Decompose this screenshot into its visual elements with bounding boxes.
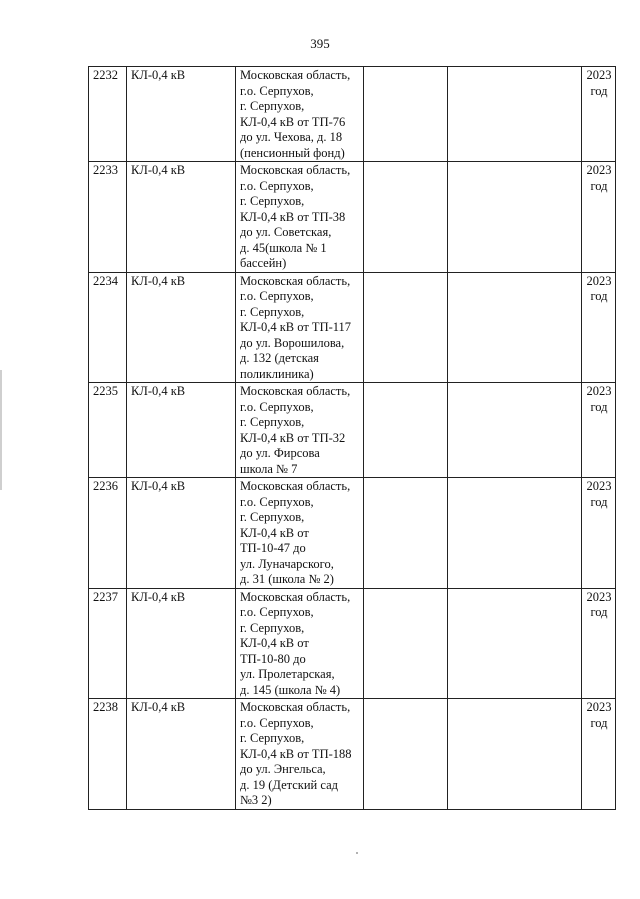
object-type-cell: КЛ-0,4 кВ xyxy=(127,588,236,699)
table-row xyxy=(89,162,616,273)
address-cell: Московская область, г.о. Серпухов, г. Серпухов, КЛ-0,4 кВ от ТП-188 до ул. Энгельса, д. 19 (Детский сад №3 2) xyxy=(236,699,364,810)
row-number-cell: 2234 xyxy=(89,272,127,383)
row-number-cell: 2238 xyxy=(89,699,127,810)
empty-cell xyxy=(364,67,448,162)
table-row xyxy=(89,699,616,810)
table-row xyxy=(89,67,616,162)
empty-cell xyxy=(364,478,448,589)
empty-cell xyxy=(448,272,582,383)
empty-cell xyxy=(448,478,582,589)
empty-cell xyxy=(448,699,582,810)
address-cell: Московская область, г.о. Серпухов, г. Серпухов, КЛ-0,4 кВ от ТП-32 до ул. Фирсова школа № 7 xyxy=(236,383,364,478)
empty-cell xyxy=(364,588,448,699)
year-cell: 2023 год xyxy=(582,162,616,273)
row-number-cell: 2237 xyxy=(89,588,127,699)
table-row xyxy=(89,588,616,699)
scan-speck xyxy=(356,852,358,854)
address-cell: Московская область, г.о. Серпухов, г. Серпухов, КЛ-0,4 кВ от ТП-117 до ул. Ворошилова, д. 132 (детская поликлиника) xyxy=(236,272,364,383)
table-row xyxy=(89,478,616,589)
address-cell: Московская область, г.о. Серпухов, г. Серпухов, КЛ-0,4 кВ от ТП-38 до ул. Советская, д. 45(школа № 1 бассейн) xyxy=(236,162,364,273)
year-cell: 2023 год xyxy=(582,67,616,162)
object-type-cell: КЛ-0,4 кВ xyxy=(127,162,236,273)
row-number-cell: 2233 xyxy=(89,162,127,273)
year-cell: 2023 год xyxy=(582,478,616,589)
object-type-cell: КЛ-0,4 кВ xyxy=(127,67,236,162)
empty-cell xyxy=(448,588,582,699)
empty-cell xyxy=(364,162,448,273)
empty-cell xyxy=(448,383,582,478)
table-row xyxy=(89,272,616,383)
address-cell: Московская область, г.о. Серпухов, г. Серпухов, КЛ-0,4 кВ от ТП-10-47 до ул. Луначарского, д. 31 (школа № 2) xyxy=(236,478,364,589)
empty-cell xyxy=(364,383,448,478)
empty-cell xyxy=(364,699,448,810)
address-cell: Московская область, г.о. Серпухов, г. Серпухов, КЛ-0,4 кВ от ТП-76 до ул. Чехова, д. 18 (пенсионный фонд) xyxy=(236,67,364,162)
address-cell: Московская область, г.о. Серпухов, г. Серпухов, КЛ-0,4 кВ от ТП-10-80 до ул. Пролетарская, д. 145 (школа № 4) xyxy=(236,588,364,699)
object-type-cell: КЛ-0,4 кВ xyxy=(127,478,236,589)
year-cell: 2023 год xyxy=(582,272,616,383)
empty-cell xyxy=(448,162,582,273)
table-row xyxy=(89,383,616,478)
year-cell: 2023 год xyxy=(582,383,616,478)
row-number-cell: 2232 xyxy=(89,67,127,162)
registry-table xyxy=(88,66,616,810)
object-type-cell: КЛ-0,4 кВ xyxy=(127,699,236,810)
row-number-cell: 2235 xyxy=(89,383,127,478)
row-number-cell: 2236 xyxy=(89,478,127,589)
empty-cell xyxy=(448,67,582,162)
object-type-cell: КЛ-0,4 кВ xyxy=(127,272,236,383)
object-type-cell: КЛ-0,4 кВ xyxy=(127,383,236,478)
empty-cell xyxy=(364,272,448,383)
page-number: 395 xyxy=(310,36,330,51)
year-cell: 2023 год xyxy=(582,699,616,810)
year-cell: 2023 год xyxy=(582,588,616,699)
scan-margin-shadow xyxy=(0,370,2,490)
